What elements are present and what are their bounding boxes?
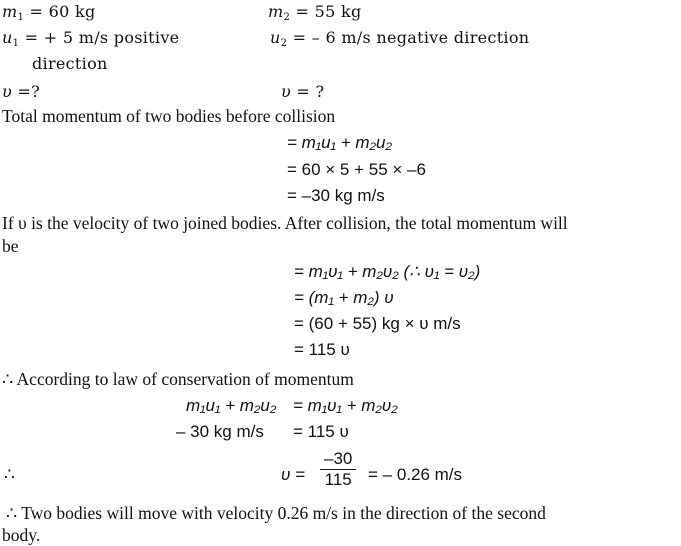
- symbol-m1: m: [2, 2, 18, 21]
- after-heading-line-2: be: [2, 236, 19, 256]
- after-step-1: = m₁υ₁ + m₂υ₂ (∴ υ₁ = υ₂): [294, 262, 481, 281]
- fraction-denominator: 115: [324, 470, 352, 489]
- value-u1: = + 5 m/s positive: [24, 28, 180, 47]
- before-heading: Total momentum of two bodies before collision: [2, 106, 336, 126]
- subscript: 1: [17, 12, 25, 23]
- after-step-3: = (60 + 55) kg × υ m/s: [294, 314, 461, 333]
- equation-1-right: = m₁υ₁ + m₂υ₂: [293, 396, 398, 415]
- conclusion-line-2: body.: [2, 525, 41, 545]
- before-step-2: = 60 × 5 + 55 × –6: [287, 160, 426, 179]
- result-fraction: [320, 449, 356, 490]
- symbol-v: υ: [281, 82, 292, 101]
- subscript: 2: [280, 38, 288, 49]
- value-v2: = ?: [296, 82, 325, 101]
- value-m1: = 60 kg: [29, 2, 96, 21]
- given-m2: [268, 2, 362, 21]
- equation-1-left: m₁u₁ + m₂u₂: [186, 396, 277, 415]
- therefore-symbol: ∴: [4, 465, 15, 484]
- conclusion-line-1: ∴ Two bodies will move with velocity 0.26 m/s in the direction of the second: [6, 503, 546, 523]
- given-u1: [2, 28, 179, 47]
- equation-2-left: – 30 kg m/s: [176, 422, 264, 441]
- result-rhs: = – 0.26 m/s: [368, 465, 463, 484]
- given-v1: [2, 82, 40, 101]
- before-step-1: = m₁u₁ + m₂u₂: [287, 133, 392, 152]
- after-heading-line-1: If υ is the velocity of two joined bodies. After collision, the total momentum will: [2, 213, 568, 233]
- value-u2: = – 6 m/s negative direction: [292, 28, 530, 47]
- conservation-heading: ∴ According to law of conservation of momentum: [2, 369, 354, 389]
- value-m2: = 55 kg: [295, 2, 362, 21]
- symbol-m2: m: [268, 2, 284, 21]
- after-step-2: = (m₁ + m₂) υ: [294, 288, 394, 307]
- given-u2: [270, 28, 529, 47]
- fraction-numerator: –30: [320, 449, 356, 470]
- result-lhs: υ =: [281, 465, 305, 484]
- subscript: 2: [283, 12, 291, 23]
- symbol-u1: u: [2, 28, 13, 47]
- given-m1: [2, 2, 96, 21]
- equation-2-right: = 115 υ: [293, 422, 349, 441]
- given-u1-continuation: direction: [32, 54, 108, 73]
- given-v2: [281, 82, 324, 101]
- value-v1: =?: [17, 82, 41, 101]
- symbol-u2: u: [270, 28, 281, 47]
- subscript: 1: [12, 38, 20, 49]
- after-step-4: = 115 υ: [294, 340, 350, 359]
- before-step-3: = –30 kg m/s: [287, 186, 385, 205]
- symbol-v: υ: [2, 82, 13, 101]
